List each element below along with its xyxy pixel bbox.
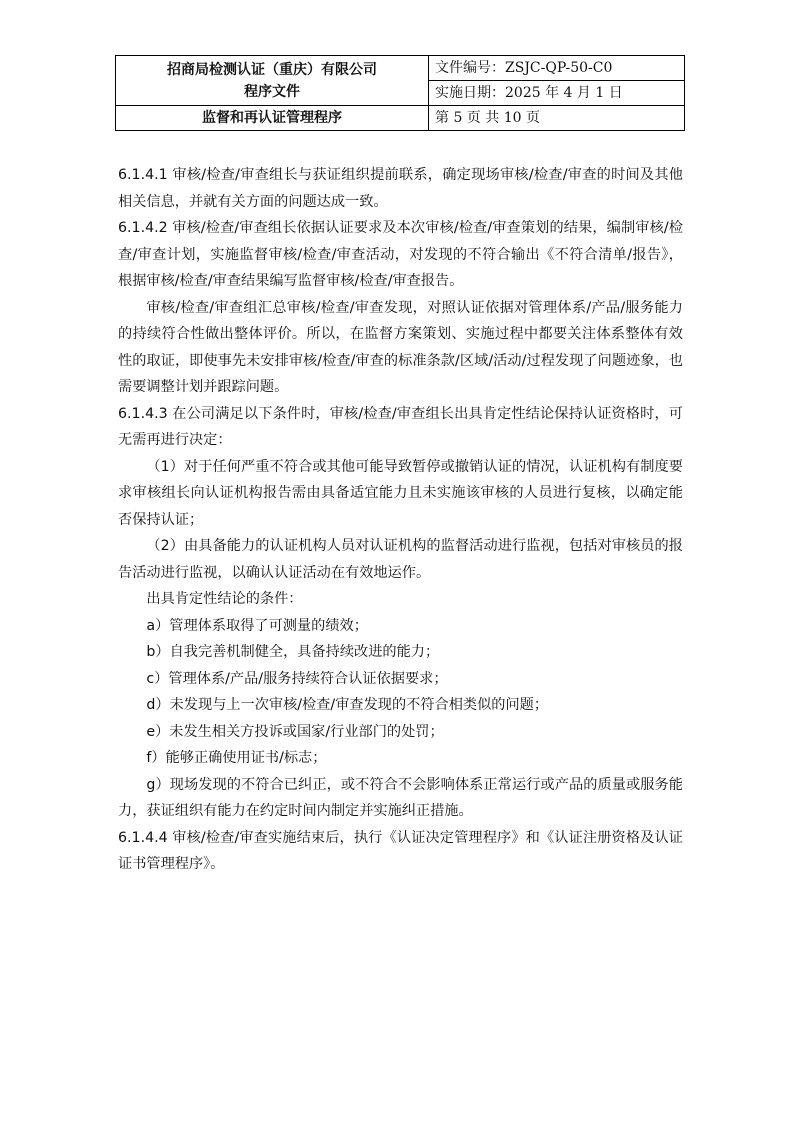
document-number: 文件编号：ZSJC-QP-50-C0	[429, 56, 685, 81]
paragraph-6-1-4-1: 6.1.4.1 审核/检查/审查组长与获证组织提前联系，确定现场审核/检查/审查的时间及其他相关信息，并就有关方面的问题达成一致。	[118, 167, 683, 210]
condition-e: e）未发生相关方投诉或国家/行业部门的处罚；	[146, 723, 444, 740]
condition-c: c）管理体系/产品/服务持续符合认证依据要求；	[146, 670, 448, 687]
paragraph-evaluation: 审核/检查/审查组汇总审核/检查/审查发现，对照认证依据对管理体系/产品/服务能力的持续符合性做出整体评价。所以，在监督方案策划、实施过程中都要关注体系整体有效性的取证，即使事先未安排审核/检查/审查的标准条款/区域/活动/过程发现了问题迹象，也需要调整计划并跟踪问题。	[118, 299, 683, 395]
condition-1: （1）对于任何严重不符合或其他可能导致暂停或撤销认证的情况，认证机构有制度要求审核组长向认证机构报告需由具备适宜能力且未实施该审核的人员进行复核，以确定能否保持认证；	[118, 458, 683, 528]
condition-b: b）自我完善机制健全，具备持续改进的能力；	[146, 644, 440, 660]
page-number: 第 5 页 共 10 页	[429, 106, 685, 131]
company-cell	[116, 56, 429, 106]
document-header-table	[115, 55, 685, 131]
procedure-title: 监督和再认证管理程序	[116, 106, 429, 131]
paragraph-6-1-4-4: 6.1.4.4 审核/检查/审查实施结束后，执行《认证决定管理程序》和《认证注册资格及认证证书管理程序》。	[118, 829, 683, 872]
implementation-date: 实施日期：2025 年 4 月 1 日	[429, 81, 685, 106]
paragraph-6-1-4-2: 6.1.4.2 审核/检查/审查组长依据认证要求及本次审核/检查/审查策划的结果，编制审核/检查/审查计划，实施监督审核/检查/审查活动，对发现的不符合输出《不符合清单/报告》，根据审核/检查/审查结果编写监督审核/检查/审查报告。	[118, 220, 683, 289]
condition-g: g）现场发现的不符合已纠正，或不符合不会影响体系正常运行或产品的质量或服务能力，获证组织有能力在约定时间内制定并实施纠正措施。	[118, 776, 683, 819]
paragraph-6-1-4-3: 6.1.4.3 在公司满足以下条件时，审核/检查/审查组长出具肯定性结论保持认证资格时，可无需再进行决定：	[118, 405, 683, 448]
condition-d: d）未发现与上一次审核/检查/审查发现的不符合相类似的问题；	[146, 697, 549, 713]
document-body	[118, 162, 683, 878]
conditions-heading: 出具肯定性结论的条件：	[146, 591, 303, 607]
company-name: 招商局检测认证（重庆）有限公司	[167, 61, 377, 78]
condition-a: a）管理体系取得了可测量的绩效；	[146, 617, 368, 634]
condition-2: （2）由具备能力的认证机构人员对认证机构的监督活动进行监视，包括对审核员的报告活动进行监视，以确认认证活动在有效地运作。	[118, 538, 683, 581]
condition-f: f）能够正确使用证书/标志；	[146, 750, 327, 766]
document-type: 程序文件	[244, 83, 300, 100]
